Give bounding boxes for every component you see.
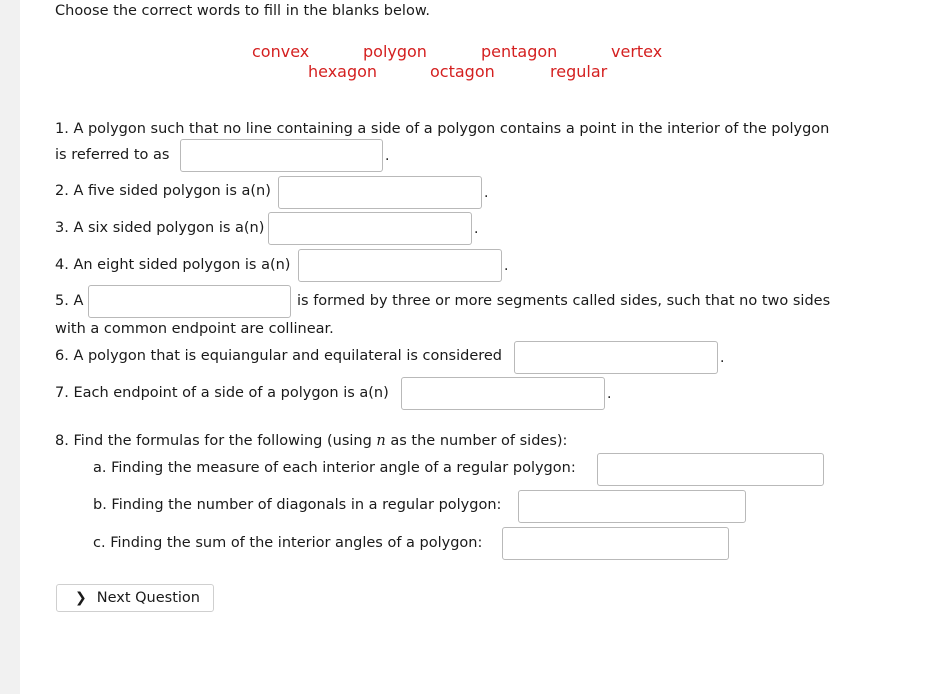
word-bank-regular: regular	[550, 62, 608, 81]
answer-8c-input[interactable]	[502, 527, 729, 560]
instruction-text: Choose the correct words to fill in the blanks below.	[55, 3, 430, 19]
question-8-prefix: 8. Find the formulas for the following (using	[55, 433, 372, 449]
left-edge-bar	[0, 0, 20, 694]
answer-8b-input[interactable]	[518, 490, 746, 523]
question-8c-text: c. Finding the sum of the interior angles of a polygon:	[93, 535, 483, 551]
question-6-text: 6. A polygon that is equiangular and equilateral is considered	[55, 348, 503, 364]
word-bank-octagon: octagon	[430, 62, 495, 81]
period: .	[607, 386, 612, 402]
question-8-suffix: as the number of sides):	[390, 433, 568, 449]
word-bank-hexagon: hexagon	[308, 62, 378, 81]
period: .	[385, 148, 390, 164]
chevron-right-icon: ❯	[75, 590, 87, 606]
variable-n: n	[376, 433, 386, 449]
question-8a-text: a. Finding the measure of each interior angle of a regular polygon:	[93, 460, 576, 476]
question-5-line2: with a common endpoint are collinear.	[55, 321, 334, 337]
answer-8a-input[interactable]	[597, 453, 824, 486]
answer-4-input[interactable]	[298, 249, 502, 282]
period: .	[474, 221, 479, 237]
question-7-text: 7. Each endpoint of a side of a polygon is a(n)	[55, 385, 389, 401]
question-5-prefix: 5. A	[55, 293, 84, 309]
answer-6-input[interactable]	[514, 341, 718, 374]
next-question-button[interactable]	[56, 584, 214, 612]
answer-1-input[interactable]	[180, 139, 383, 172]
answer-2-input[interactable]	[278, 176, 482, 209]
question-8b-text: b. Finding the number of diagonals in a regular polygon:	[93, 497, 502, 513]
question-5-suffix: is formed by three or more segments called sides, such that no two sides	[297, 293, 831, 309]
answer-7-input[interactable]	[401, 377, 605, 410]
question-2-text: 2. A five sided polygon is a(n)	[55, 183, 271, 199]
question-1-line1: 1. A polygon such that no line containing a side of a polygon contains a point in the interior of the polygon	[55, 121, 830, 137]
period: .	[720, 350, 725, 366]
word-bank-convex: convex	[252, 42, 310, 61]
next-question-label: Next Question	[96, 590, 200, 606]
question-4-text: 4. An eight sided polygon is a(n)	[55, 257, 291, 273]
word-bank-polygon: polygon	[363, 42, 427, 61]
question-1-line2: is referred to as	[55, 147, 170, 163]
word-bank-pentagon: pentagon	[481, 42, 558, 61]
period: .	[504, 258, 509, 274]
question-8-text	[55, 433, 567, 449]
answer-5-input[interactable]	[88, 285, 291, 318]
answer-3-input[interactable]	[268, 212, 472, 245]
question-3-text: 3. A six sided polygon is a(n)	[55, 220, 265, 236]
period: .	[484, 185, 489, 201]
word-bank-vertex: vertex	[611, 42, 663, 61]
